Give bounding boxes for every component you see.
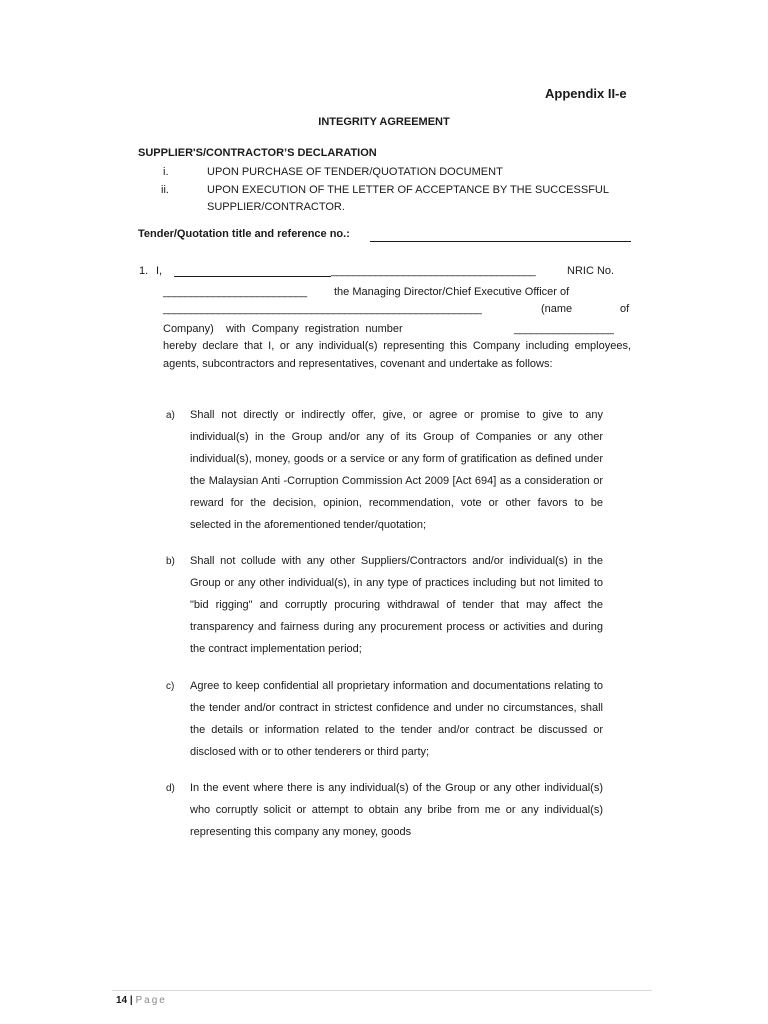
- page-number: 14: [116, 995, 128, 1006]
- md-ceo-text: the Managing Director/Chief Executive Officer of: [334, 286, 570, 298]
- item-a-text: Shall not directly or indirectly offer, give, or agree or promise to give to any individual(s) in the Group and/or any of its Group of Companies or any other individual(s), money, goods or a service or any form of gratification as defined under the Malaysian Anti -Corruption Commission Act 2009 [Act 694] as a consideration or reward for the decision, opinion, recommendation, vote or other favors to be selected in the aforementioned tender/quotation;: [190, 409, 603, 531]
- footer-separator: |: [129, 995, 133, 1006]
- nric-label: NRIC No.: [567, 265, 615, 277]
- item-b-text: Shall not collude with any other Suppliers/Contractors and/or individual(s) in the Group or any other individual(s), in any type of practices including but not limited to "bid rigging" and corruptly procuring withdrawal of tender that may affect the transparency and fairness during any procurement process or activities and during the contract implementation period;: [190, 555, 603, 655]
- item-d-text: In the event where there is any individual(s) of the Group or any other individual(s) who corruptly solicit or attempt to obtain any bribe from me or any individual(s) representing this company any money, goods: [190, 782, 603, 838]
- item-d-letter: d): [166, 783, 175, 794]
- item-c-text: Agree to keep confidential all proprietary information and documentations relating to the tender and/or contract in strictest confidence and under no circumstances, shall the details or information related to the tender and/or contract be discussed or disclosed with or to other tenderers or third party;: [190, 680, 603, 758]
- tender-reference-blank: [370, 241, 631, 242]
- footer-rule: [112, 990, 652, 991]
- item-a-letter: a): [166, 410, 175, 421]
- nric-dashes: __________________________: [163, 286, 307, 298]
- company-dashes: __________________________________________________________: [163, 303, 482, 315]
- declaration-body: hereby declare that I, or any individual(s) representing this Company including employees, agents, subcontractors and representatives, covenant and undertake as follows:: [163, 340, 631, 370]
- roman-numeral-1: i.: [163, 166, 169, 178]
- item-c-letter: c): [166, 681, 175, 692]
- name-dashes: _____________________________________: [331, 265, 536, 277]
- para1-number: 1.: [139, 265, 149, 277]
- roman-item-2-text: UPON EXECUTION OF THE LETTER OF ACCEPTANCE BY THE SUCCESSFUL: [207, 184, 609, 196]
- name-blank-line: [174, 276, 331, 277]
- document-title: INTEGRITY AGREEMENT: [318, 116, 450, 128]
- appendix-label: Appendix II-e: [545, 86, 627, 101]
- roman-item-1-text: UPON PURCHASE OF TENDER/QUOTATION DOCUMENT: [207, 166, 503, 178]
- roman-numeral-2: ii.: [161, 184, 169, 196]
- para1-i: I,: [156, 265, 163, 277]
- reg-number-dashes: __________________: [514, 323, 614, 335]
- company-reg-text: Company) with Company registration number: [163, 323, 403, 335]
- roman-item-2-text-cont: SUPPLIER/CONTRACTOR.: [207, 201, 345, 213]
- page-label: Page: [135, 995, 167, 1006]
- declaration-heading: SUPPLIER'S/CONTRACTOR’S DECLARATION: [138, 147, 377, 159]
- item-b-letter: b): [166, 556, 175, 567]
- page-footer: [116, 995, 167, 1006]
- name-word: (name: [541, 303, 573, 315]
- tender-reference-label: Tender/Quotation title and reference no.:: [138, 228, 350, 240]
- of-word: of: [620, 303, 630, 315]
